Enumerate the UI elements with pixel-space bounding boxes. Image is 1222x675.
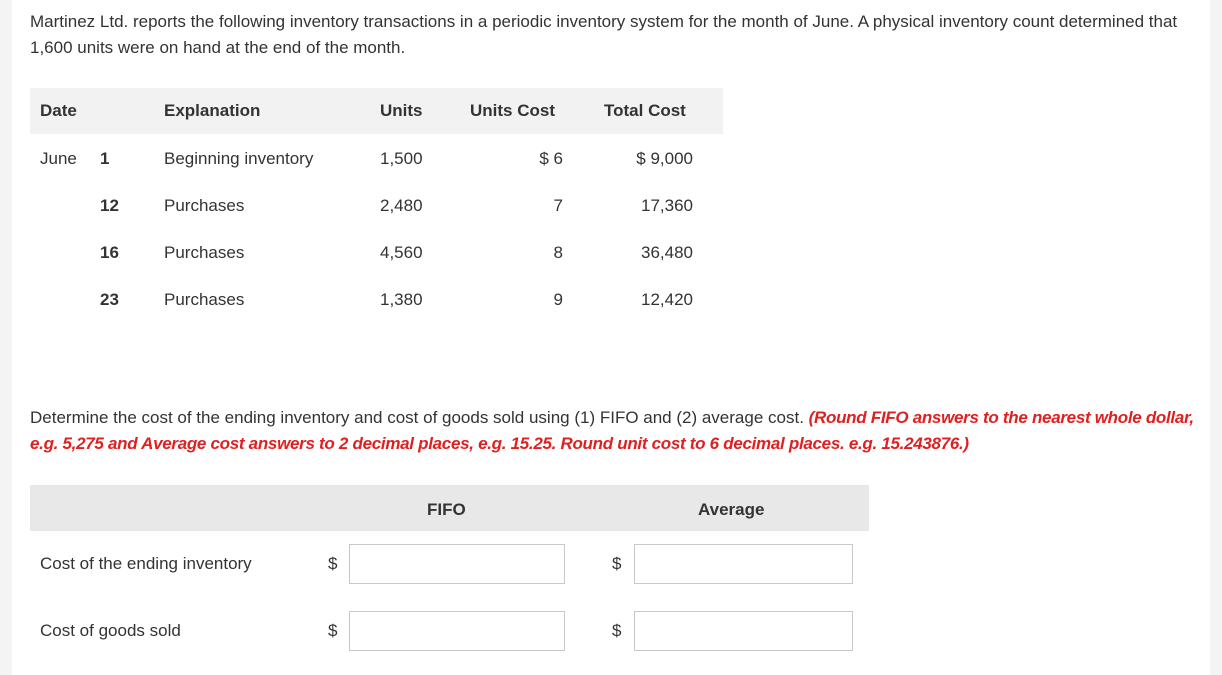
total-cost: 17,360 [641,196,693,215]
date-day: 23 [100,290,119,309]
date-day: 16 [100,243,119,262]
dollar-sign: $ [328,621,338,640]
row-label: Cost of the ending inventory [40,554,252,573]
header-total-cost: Total Cost [604,101,686,120]
explanation: Purchases [164,196,245,215]
units: 2,480 [380,196,423,215]
unit-cost: 8 [553,243,563,262]
row-label: Cost of goods sold [40,621,181,640]
dollar-sign: $ [612,621,622,640]
units: 4,560 [380,243,423,262]
date-day: 12 [100,196,119,215]
dollar-sign: $ [328,554,338,573]
unit-cost: 7 [553,196,563,215]
fifo-ending-inventory-input[interactable] [349,544,565,584]
average-cogs-input[interactable] [634,611,853,651]
units: 1,500 [380,149,423,168]
date-month: June [40,149,77,168]
explanation: Purchases [164,243,245,262]
answer-header-row [30,485,869,531]
dollar-sign: $ [612,554,622,573]
date-day: 1 [100,149,110,168]
rounding-hint: (Round FIFO answers to the nearest whole dollar, e.g. 5,275 and Average cost answers to 2 decimal places, e.g. 15.25. Round unit cost to 6 decimal places. e.g. 15.243876.) [30,408,1194,453]
unit-cost: 9 [553,290,563,309]
header-units: Units [380,101,423,120]
units: 1,380 [380,290,423,309]
header-unit-cost: Units Cost [470,101,555,120]
explanation: Beginning inventory [164,149,314,168]
total-cost: $ 9,000 [636,149,693,168]
question-panel [12,0,1210,675]
instructions [30,405,1200,457]
fifo-cogs-input[interactable] [349,611,565,651]
unit-cost: $ 6 [539,149,563,168]
problem-statement: Martinez Ltd. reports the following inventory transactions in a periodic inventory system for the month of June. A physical inventory count determined that 1,600 units were on hand at the end of the month. [30,12,1178,57]
total-cost: 36,480 [641,243,693,262]
average-ending-inventory-input[interactable] [634,544,853,584]
header-date: Date [40,101,77,120]
explanation: Purchases [164,290,245,309]
header-average: Average [698,500,765,519]
header-explanation: Explanation [164,101,261,120]
total-cost: 12,420 [641,290,693,309]
header-fifo: FIFO [427,500,466,519]
instructions-text: Determine the cost of the ending inventory and cost of goods sold using (1) FIFO and (2) average cost. [30,408,804,427]
